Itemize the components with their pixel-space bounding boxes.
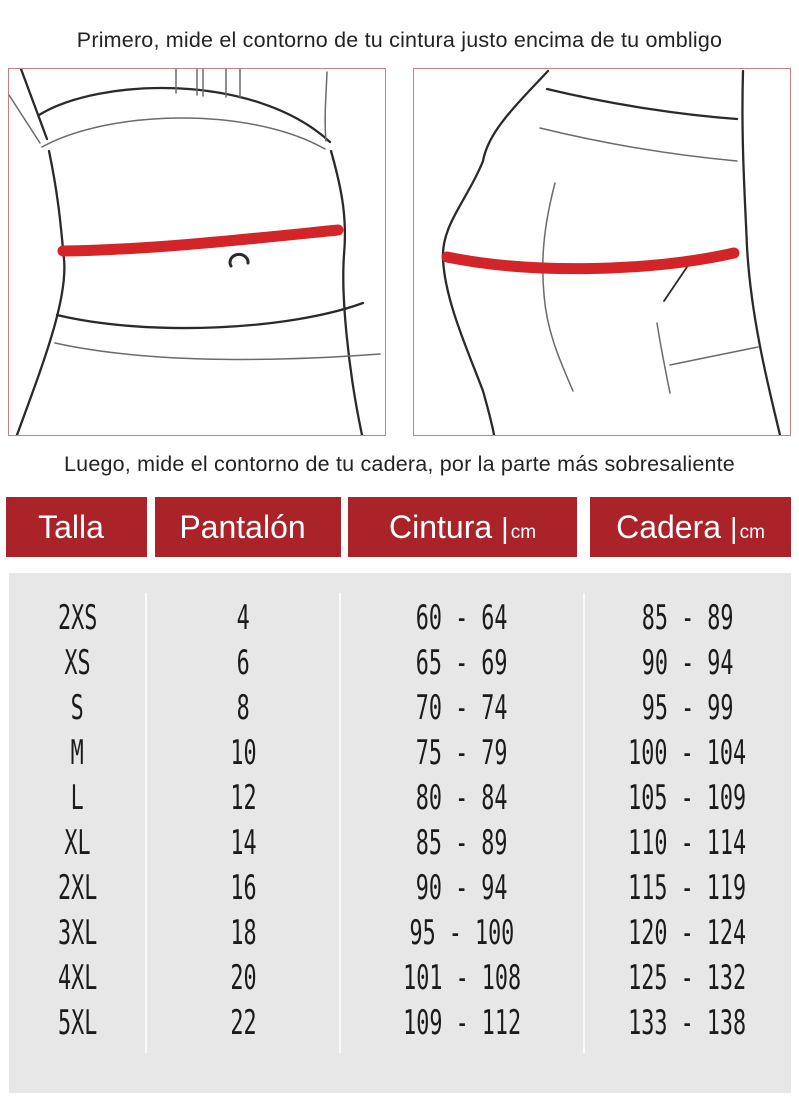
hip-measure-line [447,253,734,269]
hip-range-cell: 90 - 94 [641,642,734,683]
side-hip-measurement-illustration [414,69,790,435]
hip-range-cell: 125 - 132 [628,957,747,998]
size-cell: 3XL [57,912,98,953]
navel-mark [230,254,248,266]
table-row [9,865,791,910]
table-row [9,820,791,865]
hip-range-cell: 120 - 124 [628,912,747,953]
pant-size-cell: 16 [229,867,257,908]
size-cell: 2XS [57,597,98,638]
pant-size-cell: 4 [236,597,250,638]
size-cell: S [70,687,85,728]
table-row [9,685,791,730]
waist-range-cell: 70 - 74 [416,687,508,728]
table-row [9,595,791,640]
hip-range-cell: 100 - 104 [628,732,747,773]
pant-size-cell: 20 [229,957,257,998]
size-cell: 2XL [57,867,98,908]
size-cell: 5XL [57,1002,98,1043]
waist-range-cell: 101 - 108 [403,957,521,998]
hip-range-cell: 105 - 109 [628,777,747,818]
waist-range-cell: 109 - 112 [403,1002,521,1043]
pant-size-cell: 6 [236,642,250,683]
size-cell: XL [64,822,91,863]
table-row [9,775,791,820]
side-hip-figure-box [413,68,791,436]
size-table-rows [9,595,791,1045]
header-talla: Talla [6,497,147,557]
waist-range-cell: 75 - 79 [416,732,508,773]
size-cell: L [70,777,85,818]
table-row [9,730,791,775]
header-cadera: Cadera | cm [590,497,791,557]
waist-instruction-text: Primero, mide el contorno de tu cintura justo encima de tu ombligo [76,28,723,52]
table-row [9,640,791,685]
hip-range-cell: 115 - 119 [628,867,747,908]
hip-range-cell: 133 - 138 [628,1002,747,1043]
hip-range-cell: 110 - 114 [628,822,747,863]
hip-instruction-text: Luego, mide el contorno de tu cadera, por la parte más sobresaliente [64,452,735,476]
pant-size-cell: 10 [229,732,257,773]
size-cell: XS [64,642,91,683]
header-cintura: Cintura | cm [348,497,577,557]
table-row [9,1000,791,1045]
waist-range-cell: 90 - 94 [416,867,508,908]
waist-range-cell: 65 - 69 [416,642,508,683]
pant-size-cell: 14 [229,822,257,863]
pant-size-cell: 18 [229,912,257,953]
pant-size-cell: 12 [229,777,257,818]
pant-size-cell: 22 [229,1002,257,1043]
hip-range-cell: 85 - 89 [641,597,734,638]
table-row [9,955,791,1000]
waist-range-cell: 60 - 64 [416,597,508,638]
pant-size-cell: 8 [236,687,250,728]
table-row [9,910,791,955]
hip-range-cell: 95 - 99 [641,687,734,728]
size-table-panel [9,573,791,1093]
waist-range-cell: 95 - 100 [409,912,515,953]
front-waist-figure-box [8,68,386,436]
waist-range-cell: 80 - 84 [416,777,508,818]
size-cell: M [70,732,85,773]
size-cell: 4XL [57,957,98,998]
header-pantalon: Pantalón [155,497,341,557]
waist-measure-line [63,230,338,251]
front-waist-measurement-illustration [9,69,385,435]
waist-range-cell: 85 - 89 [416,822,508,863]
